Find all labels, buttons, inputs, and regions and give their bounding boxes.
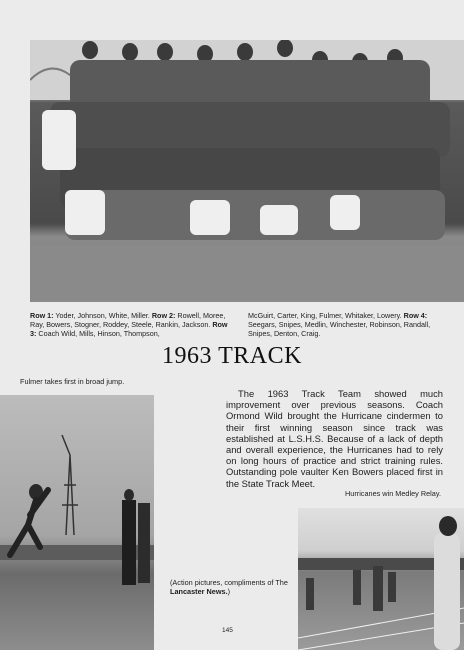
- row2-names: Rowell, Moree, Ray, Bowers, Stogner, Roddey, Steele, Rankin, Jackson.: [30, 311, 226, 329]
- row2-label: Row 2:: [151, 311, 176, 320]
- roster-column-right: [248, 311, 446, 338]
- row1-label: Row 1:: [30, 311, 54, 320]
- broad-jump-caption: Fulmer takes first in broad jump.: [20, 377, 125, 386]
- row3-names-right: McGuirt, Carter, King, Fulmer, Whitaker, Lowery.: [248, 311, 404, 320]
- page-title: 1963 TRACK: [162, 343, 302, 369]
- credit-newspaper: Lancaster News.: [170, 587, 228, 596]
- broad-jump-photo-icon: [0, 395, 154, 650]
- roster-column-left: [30, 311, 230, 338]
- credit-prefix: (Action pictures, compliments of The: [170, 578, 288, 587]
- relay-caption: Hurricanes win Medley Relay.: [345, 489, 441, 498]
- row3-label: Row 3:: [30, 320, 228, 338]
- row1-names: Yoder, Johnson, White, Miller.: [53, 311, 152, 320]
- page-number: 145: [222, 627, 233, 634]
- row3-names-left: Coach Wild, Mills, Hinson, Thompson,: [36, 329, 160, 338]
- team-photo: [30, 40, 464, 302]
- row4-names: Seegars, Snipes, Medlin, Winchester, Robinson, Randall, Snipes, Denton, Craig.: [248, 320, 431, 338]
- credit-suffix: ): [227, 587, 231, 596]
- medley-relay-photo-icon: [298, 508, 464, 650]
- medley-relay-photo: [298, 508, 464, 650]
- track-story: The 1963 Track Team showed much improvement over previous seasons. Coach Ormond Wild brought the Hurricane cindermen to their first winning season since track was established at L.S.H.S. Because of a lack of depth and overall experience, the Hurricanes had to rely on long hours of practice and strict training rules. Outstanding pole vaulter Ken Bowers placed first in the State Track Meet.: [226, 388, 443, 489]
- broad-jump-photo: [0, 395, 154, 650]
- row4-label: Row 4:: [403, 311, 428, 320]
- photo-credit: [170, 578, 295, 596]
- team-group-photo-icon: [30, 40, 464, 302]
